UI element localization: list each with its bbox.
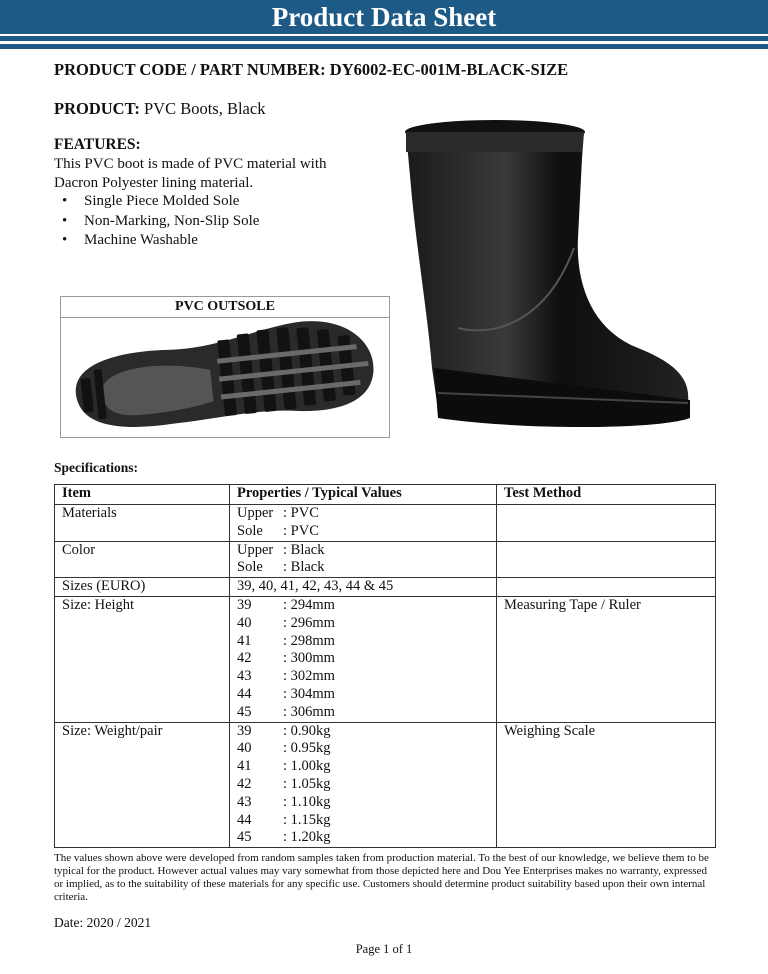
spec-value: : 1.05kg — [283, 775, 331, 792]
outsole-caption: PVC OUTSOLE — [61, 297, 389, 318]
page-header — [0, 0, 768, 34]
spec-value: : 304mm — [283, 685, 335, 702]
spec-value: : 1.00kg — [283, 758, 331, 775]
spec-value-line — [237, 686, 489, 704]
table-row — [55, 596, 716, 722]
spec-value-key: 41 — [237, 758, 252, 775]
spec-value: : 0.95kg — [283, 740, 331, 757]
table-header-row — [55, 485, 716, 505]
column-header-test-method: Test Method — [497, 485, 716, 505]
spec-item: Size: Height — [55, 596, 230, 722]
pvc-boot-image — [398, 118, 698, 438]
spec-value-key: 44 — [237, 811, 252, 828]
spec-value-key: 43 — [237, 793, 252, 810]
product-value: PVC Boots, Black — [143, 99, 266, 118]
spec-value-key: 41 — [237, 632, 252, 649]
spec-value-key: 39, 40, 41, 42, 43, 44 & 45 — [237, 578, 394, 595]
spec-value: : Black — [283, 541, 325, 558]
date-line: Date: 2020 / 2021 — [54, 915, 152, 930]
features-list — [62, 192, 259, 251]
spec-value-line — [237, 578, 489, 596]
spec-value-key: 40 — [237, 740, 252, 757]
spec-value-key: Sole — [237, 559, 263, 576]
features-heading: FEATURES: — [54, 136, 141, 153]
spec-value: : 1.20kg — [283, 829, 331, 846]
spec-value-line — [237, 505, 489, 523]
spec-test-method — [497, 541, 716, 578]
spec-value-line — [237, 542, 489, 560]
feature-item: • Non-Marking, Non-Slip Sole — [62, 212, 259, 232]
spec-value-key: 39 — [237, 722, 252, 739]
outsole-image — [61, 318, 389, 436]
features-text: This PVC boot is made of PVC material with Dacron Polyester lining material. — [54, 156, 327, 191]
spec-value: : PVC — [283, 522, 319, 539]
spec-value-line — [237, 650, 489, 668]
spec-values — [230, 541, 497, 578]
spec-value-key: 43 — [237, 668, 252, 685]
spec-value: : 302mm — [283, 668, 335, 685]
spec-value: : 296mm — [283, 614, 335, 631]
spec-value: : 306mm — [283, 703, 335, 720]
header-rule-bottom — [0, 44, 768, 49]
spec-value: : 294mm — [283, 596, 335, 613]
bullet-icon: • — [62, 212, 68, 229]
spec-value-line — [237, 523, 489, 541]
product-line — [54, 99, 265, 119]
spec-value-key: Upper — [237, 505, 274, 521]
spec-item: Size: Weight/pair — [55, 722, 230, 848]
column-header-properties: Properties / Typical Values — [230, 485, 497, 505]
spec-test-method — [497, 505, 716, 542]
bullet-icon: • — [62, 193, 68, 209]
spec-value-line — [237, 633, 489, 651]
product-label: PRODUCT: — [54, 99, 140, 118]
spec-value-key: 40 — [237, 614, 252, 631]
specifications-heading: Specifications: — [54, 460, 138, 475]
spec-value-line — [237, 704, 489, 722]
outsole-figure — [60, 296, 390, 438]
spec-value-key: Sole — [237, 522, 263, 539]
spec-values — [230, 505, 497, 542]
page-number: Page 1 of 1 — [355, 942, 413, 956]
spec-value: : 0.90kg — [283, 722, 331, 739]
spec-value-key: 42 — [237, 650, 252, 667]
disclaimer-text: The values shown above were developed from random samples taken from production material. To the best of our knowledge, we believe them to be typical for the product. However actual values may vary somewhat from those depicted here and Dou Yee Enterprises makes no warranty, expressed or implied, as to the suitability of these materials for any specific use. Customers should determine product suitability based upon their own internal criteria. — [54, 852, 709, 903]
table-row — [55, 722, 716, 848]
table-row — [55, 541, 716, 578]
spec-test-method — [497, 578, 716, 597]
spec-value-line — [237, 559, 489, 577]
header-rule-top — [0, 36, 768, 41]
spec-item: Color — [55, 541, 230, 578]
spec-value: : 298mm — [283, 632, 335, 649]
table-row — [55, 578, 716, 597]
spec-value: : 1.10kg — [283, 793, 331, 810]
spec-test-method: Weighing Scale — [497, 722, 716, 848]
feature-item: • Machine Washable — [62, 231, 259, 251]
spec-value-line — [237, 615, 489, 633]
spec-value-key: 44 — [237, 685, 252, 702]
spec-values — [230, 722, 497, 848]
column-header-item: Item — [55, 485, 230, 505]
spec-value: : 1.15kg — [283, 811, 331, 828]
feature-item: • Single Piece Molded Sole — [62, 192, 259, 212]
spec-values — [230, 578, 497, 597]
spec-value-key: 45 — [237, 703, 252, 720]
spec-values — [230, 596, 497, 722]
spec-value-line — [237, 829, 489, 847]
spec-value-line — [237, 794, 489, 812]
spec-value-line — [237, 758, 489, 776]
spec-value-line — [237, 776, 489, 794]
spec-value-line — [237, 597, 489, 615]
product-code: PRODUCT CODE / PART NUMBER: DY6002-EC-001M-BLACK-SIZE — [54, 60, 569, 79]
spec-value-key: Upper — [237, 541, 274, 558]
spec-value-key: 39 — [237, 596, 252, 613]
spec-test-method: Measuring Tape / Ruler — [497, 596, 716, 722]
bullet-icon: • — [62, 232, 68, 248]
spec-value-line — [237, 812, 489, 830]
spec-value-line — [237, 723, 489, 741]
spec-item: Sizes (EURO) — [55, 578, 230, 597]
spec-value: : Black — [283, 559, 325, 576]
spec-value-key: 45 — [237, 829, 252, 846]
spec-value-line — [237, 668, 489, 686]
specifications-table — [54, 484, 716, 848]
spec-item: Materials — [55, 505, 230, 542]
spec-value: : 300mm — [283, 650, 335, 667]
spec-value: : PVC — [283, 505, 319, 521]
spec-value-line — [237, 740, 489, 758]
table-row — [55, 505, 716, 542]
spec-value-key: 42 — [237, 775, 252, 792]
header-title: Product Data Sheet — [271, 2, 497, 32]
